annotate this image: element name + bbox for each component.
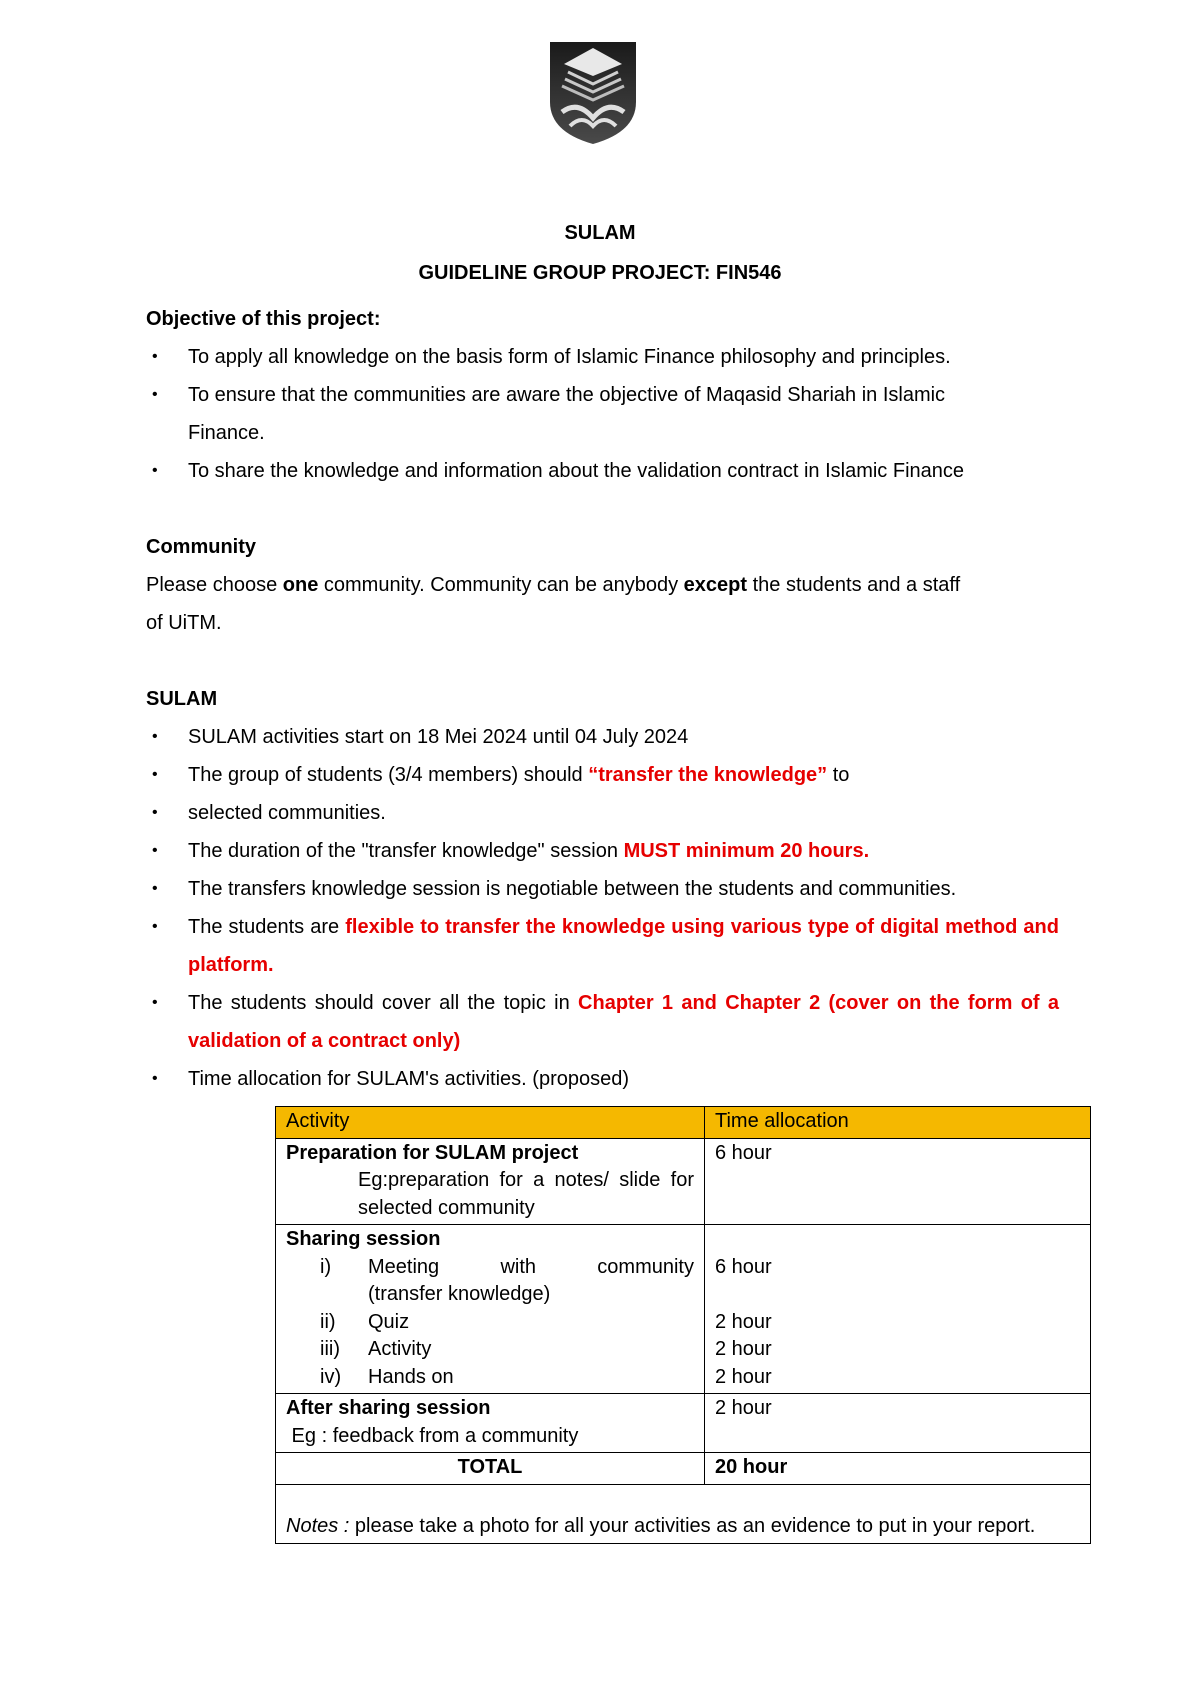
list-item <box>146 984 1059 1060</box>
text: to <box>827 764 850 786</box>
sub-item-text: Activity <box>368 1338 432 1360</box>
list-item: • To share the knowledge and information about the validation contract in Islamic Finance <box>146 452 1059 490</box>
list-item <box>146 376 1059 452</box>
highlight: Chapter 1 and Chapter 2 (cover on the form <box>578 992 1013 1014</box>
table-cell: 6 hour <box>705 1138 1091 1225</box>
sub-item-text: Quiz <box>368 1310 410 1333</box>
time-value: 2 hour <box>715 1310 772 1333</box>
sub-item-number: iii) <box>320 1338 340 1360</box>
row-note <box>286 1167 694 1222</box>
text: please take a photo for all your activities as an evidence to put in your report. <box>349 1515 1036 1537</box>
list-item: • Time allocation for SULAM's activities. (proposed) <box>146 1060 1059 1098</box>
time-value: 2 hour <box>715 1365 772 1388</box>
sulam-heading: SULAM <box>146 688 218 710</box>
notes-row <box>276 1484 1091 1543</box>
sub-item <box>286 1254 694 1282</box>
list-item: • SULAM activities start on 18 Mei 2024 until 04 July 2024 <box>146 718 1059 756</box>
table-header-row <box>276 1107 1091 1139</box>
text: community. Community can be anybody <box>318 574 684 596</box>
highlight: MUST minimum 20 hours. <box>623 840 870 862</box>
sub-item-number: i) <box>320 1255 332 1278</box>
sub-item-text: (transfer knowledge) <box>368 1283 551 1305</box>
table-row <box>276 1225 1091 1394</box>
list-item <box>146 908 1059 984</box>
row-title: Preparation for SULAM project <box>286 1141 579 1164</box>
sub-item <box>286 1309 694 1337</box>
text: Please choose <box>146 574 283 596</box>
text: The group of students (3/4 members) should <box>188 764 589 786</box>
highlight: flexible to transfer the knowledge using various type of digital <box>345 916 940 938</box>
document-subtitle: GUIDELINE GROUP PROJECT: FIN546 <box>418 262 782 284</box>
notes-label: Notes : <box>286 1515 350 1537</box>
sub-item-text: Meeting with community <box>368 1255 694 1278</box>
column-header-time: Time allocation <box>705 1107 1091 1139</box>
list-item: • To apply all knowledge on the basis form of Islamic Finance philosophy and principles. <box>146 338 1059 376</box>
emphasis: except <box>683 574 748 596</box>
notes-cell <box>276 1484 1091 1543</box>
sub-item <box>286 1364 694 1392</box>
text: of UiTM. <box>146 612 222 634</box>
table-row <box>276 1394 1091 1453</box>
table-cell <box>276 1394 705 1453</box>
list-item: • selected communities. <box>146 794 1059 832</box>
notes-text <box>286 1513 1080 1541</box>
document-body <box>146 300 1059 1098</box>
row-title: After sharing session <box>286 1397 491 1419</box>
emphasis: one <box>282 574 319 596</box>
table-cell <box>276 1138 705 1225</box>
text: The students are <box>188 916 346 938</box>
objective-heading: Objective of this project: <box>146 308 381 330</box>
text: The duration of the "transfer knowledge" session <box>188 840 624 862</box>
table-cell <box>276 1225 705 1394</box>
time-value: 6 hour <box>715 1255 772 1278</box>
total-label: TOTAL <box>276 1453 705 1485</box>
text: Eg:preparation for a notes/ slide <box>358 1169 661 1191</box>
highlight: “transfer the knowledge” <box>588 764 828 786</box>
list-item-text-cont: Finance. <box>188 422 265 444</box>
list-item <box>146 756 1059 794</box>
sub-item <box>286 1281 694 1309</box>
column-header-activity: Activity <box>276 1107 705 1139</box>
table-cell: 2 hour <box>705 1394 1091 1453</box>
sub-item <box>286 1336 694 1364</box>
highlight: method and platform. <box>188 916 1059 976</box>
document-title: SULAM <box>564 222 636 244</box>
community-heading: Community <box>146 536 256 558</box>
sub-item-text: Hands on <box>368 1365 454 1388</box>
table-row <box>276 1138 1091 1225</box>
sub-item-number: iv) <box>320 1365 342 1388</box>
table-cell <box>705 1225 1091 1394</box>
time-allocation-table <box>275 1106 1091 1544</box>
total-row <box>276 1453 1091 1485</box>
text: the students and a staff <box>747 574 961 596</box>
text: The students should cover all the topic in <box>188 992 579 1014</box>
highlight: of a validation of a contract only) <box>188 992 1059 1052</box>
sub-item-number: ii) <box>320 1310 336 1333</box>
row-note: Eg : feedback from a community <box>286 1424 579 1447</box>
community-paragraph <box>146 566 1059 642</box>
total-value: 20 hour <box>705 1453 1091 1485</box>
uitm-logo <box>548 40 638 145</box>
list-item-text: To ensure that the communities are aware the objective of Maqasid Shariah in Islamic <box>188 384 946 406</box>
objective-list <box>146 338 1059 490</box>
time-value: 2 hour <box>715 1338 772 1360</box>
sulam-list <box>146 718 1059 1098</box>
row-title: Sharing session <box>286 1228 441 1250</box>
list-item <box>146 832 1059 870</box>
text: for selected community <box>358 1169 694 1219</box>
list-item: • The transfers knowledge session is negotiable between the students and communities. <box>146 870 1059 908</box>
